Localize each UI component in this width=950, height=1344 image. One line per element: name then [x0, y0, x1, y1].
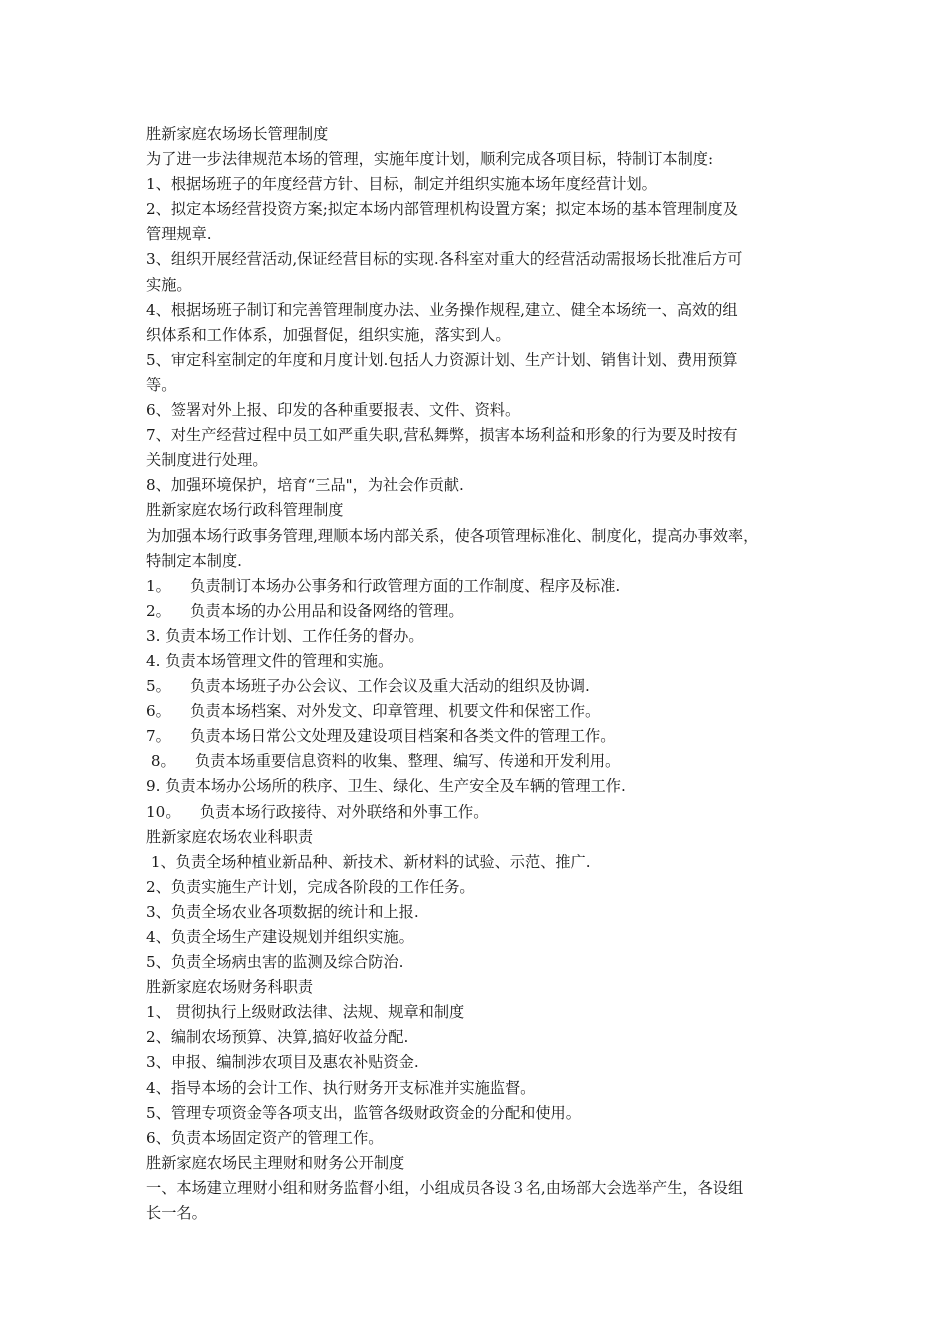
paragraph-line: 9. 负责本场办公场所的秩序、卫生、绿化、生产安全及车辆的管理工作.	[146, 777, 626, 796]
paragraph-line: 10。 负责本场行政接待、对外联络和外事工作。	[146, 802, 489, 821]
paragraph-line: 4、指导本场的会计工作、执行财务开支标准并实施监督。	[146, 1078, 536, 1097]
paragraph-line: 8。 负责本场重要信息资料的收集、整理、编写、传递和开发利用。	[146, 752, 621, 771]
paragraph-line: 2、负责实施生产计划，完成各阶段的工作任务。	[146, 877, 475, 896]
paragraph-line: 4. 负责本场管理文件的管理和实施。	[146, 651, 394, 670]
paragraph-line: 5、负责全场病虫害的监测及综合防治.	[146, 953, 404, 972]
paragraph-line: 3、负责全场农业各项数据的统计和上报.	[146, 902, 419, 921]
paragraph-line: 为加强本场行政事务管理,理顺本场内部关系，使各项管理标准化、制度化，提高办事效率，	[146, 526, 759, 545]
paragraph-line: 为了进一步法律规范本场的管理，实施年度计划，顺利完成各项目标，特制订本制度:	[146, 150, 714, 169]
paragraph-line: 3. 负责本场工作计划、工作任务的督办。	[146, 626, 424, 645]
paragraph-line: 4、负责全场生产建设规划并组织实施。	[146, 928, 414, 946]
paragraph-line: 6、签署对外上报、印发的各种重要报表、文件、资料。	[146, 401, 521, 420]
paragraph-line: 特制定本制度.	[146, 551, 242, 570]
paragraph-line: 5。 负责本场班子办公会议、工作会议及重大活动的组织及协调.	[146, 677, 590, 696]
paragraph-line: 4、根据场班子制订和完善管理制度办法、业务操作规程,建立、健全本场统一、高效的组	[146, 300, 738, 319]
paragraph-line: 2、编制农场预算、决算,搞好收益分配.	[146, 1028, 409, 1047]
paragraph-line: 6、负责本场固定资产的管理工作。	[146, 1128, 384, 1147]
paragraph-line: 7。 负责本场日常公文处理及建设项目档案和各类文件的管理工作。	[146, 727, 616, 746]
document-page	[146, 122, 836, 1226]
paragraph-line: 织体系和工作体系，加强督促，组织实施，落实到人。	[146, 325, 511, 344]
paragraph-line: 8、加强环境保护，培育“三品"，为社会作贡献.	[146, 476, 464, 495]
paragraph-line: 3、申报、编制涉农项目及惠农补贴资金.	[146, 1053, 419, 1072]
paragraph-line: 1。 负责制订本场办公事务和行政管理方面的工作制度、程序及标准.	[146, 576, 621, 595]
section-title-democratic-finance: 胜新家庭农场民主理财和财务公开制度	[146, 1153, 405, 1172]
paragraph-line: 管理规章.	[146, 225, 212, 244]
paragraph-line: 2、拟定本场经营投资方案;拟定本场内部管理机构设置方案；拟定本场的基本管理制度及	[146, 200, 738, 219]
paragraph-line: 一、本场建立理财小组和财务监督小组，小组成员各设３名,由场部大会选举产生，各设组	[146, 1178, 744, 1197]
paragraph-line: 等。	[146, 375, 177, 394]
paragraph-line: 5、审定科室制定的年度和月度计划.包括人力资源计划、生产计划、销售计划、费用预算	[146, 350, 738, 369]
paragraph-line: 6。 负责本场档案、对外发文、印章管理、机要文件和保密工作。	[146, 702, 601, 721]
paragraph-line: 1、负责全场种植业新品种、新技术、新材料的试验、示范、推广.	[146, 852, 591, 871]
paragraph-line: 3、组织开展经营活动,保证经营目标的实现.各科室对重大的经营活动需报场长批准后方可	[146, 250, 743, 269]
paragraph-line: 1、 贯彻执行上级财政法律、法规、规章和制度	[146, 1003, 465, 1022]
paragraph-line: 长一名。	[146, 1204, 207, 1223]
section-title-agriculture: 胜新家庭农场农业科职责	[146, 827, 314, 846]
section-title-director: 胜新家庭农场场长管理制度	[146, 125, 329, 143]
paragraph-line: 5、管理专项资金等各项支出，监管各级财政资金的分配和使用。	[146, 1103, 581, 1122]
section-title-finance: 胜新家庭农场财务科职责	[146, 978, 314, 997]
paragraph-line: 1、根据场班子的年度经营方针、目标，制定并组织实施本场年度经营计划。	[146, 175, 657, 194]
section-title-admin: 胜新家庭农场行政科管理制度	[146, 501, 344, 520]
paragraph-line: 实施。	[146, 275, 192, 294]
paragraph-line: 2。 负责本场的办公用品和设备网络的管理。	[146, 601, 464, 620]
paragraph-line: 7、对生产经营过程中员工如严重失职,营私舞弊，损害本场利益和形象的行为要及时按有	[146, 426, 738, 445]
paragraph-line: 关制度进行处理。	[146, 451, 268, 470]
